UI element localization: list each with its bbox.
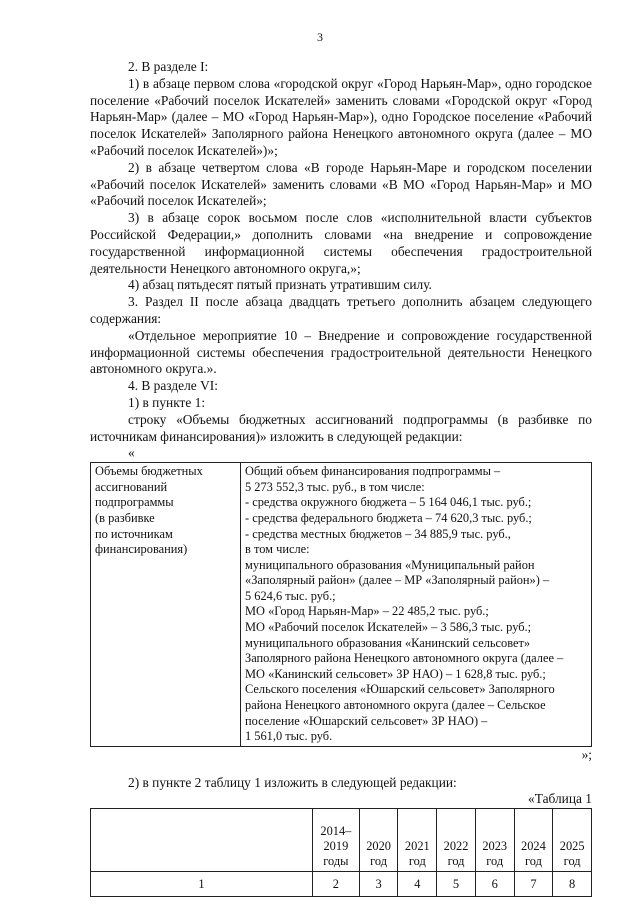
funding-value-line: поселение «Юшарский сельсовет» ЗР НАО) – [245, 713, 488, 728]
funding-value-line: в том числе: [245, 542, 310, 557]
table1-header-cell [398, 809, 437, 872]
paragraph-row-replacement: строку «Объемы бюджетных ассигнований подпрограммы (в разбивке по источникам финансирования)» изложить в следующей редакции: [90, 411, 592, 444]
table1-header-cell [359, 809, 398, 872]
table1-header-cell [553, 809, 592, 872]
funding-label-line: ассигнований [95, 479, 168, 494]
funding-value-line: Общий объем финансирования подпрограммы – [245, 464, 501, 479]
funding-value-line: муниципального образования «Муниципальный район [245, 557, 535, 572]
table1-number-row [91, 872, 592, 897]
funding-label-line: по источникам [95, 526, 173, 541]
paragraph-item-4: 4) абзац пятьдесят пятый признать утратившим силу. [128, 277, 432, 293]
funding-value-line: района Ненецкого автономного округа (далее – Сельское [245, 698, 546, 713]
table1-number-cell: 8 [553, 872, 592, 897]
table1-label: «Таблица 1 [528, 791, 592, 807]
table1-number-cell: 6 [475, 872, 514, 897]
funding-value-line: муниципального образования «Канинский сельсовет» [245, 635, 531, 650]
paragraph-item-2: 2) в абзаце четвертом слова «В городе Нарьян-Маре и городском поселении «Рабочий поселок Искателей» заменить словами «В МО «Город Нарьян-Мар» и МО «Рабочий поселок Искателей»; [90, 159, 592, 209]
header-year-2025: 2025 год [559, 839, 585, 869]
table1-number-cell: 4 [398, 872, 437, 897]
funding-value-line: 5 273 552,3 тыс. руб., в том числе: [245, 479, 425, 494]
page-number: 3 [317, 30, 323, 44]
table1-header-cell [475, 809, 514, 872]
table-1 [90, 808, 592, 897]
document-body [90, 59, 592, 897]
table1-header-row [91, 809, 592, 872]
funding-label-line: подпрограммы [95, 495, 174, 510]
table1-header-cell [91, 809, 313, 872]
paragraph-section-6: 4. В разделе VI: [128, 378, 218, 394]
funding-value-line: МО «Канинский сельсовет» ЗР НАО) – 1 628,8 тыс. руб.; [245, 666, 546, 681]
funding-value-line: - средства федерального бюджета – 74 620,3 тыс. руб.; [245, 510, 532, 525]
closing-quote: »; [581, 746, 592, 762]
funding-row [91, 463, 592, 747]
paragraph-measure-10: «Отдельное мероприятие 10 – Внедрение и сопровождение государственной информационной системы обеспечения градостроительной деятельности Ненецкого автономного округа.». [90, 327, 592, 377]
paragraph-point-1: 1) в пункте 1: [128, 394, 206, 410]
table1-number-cell: 5 [437, 872, 476, 897]
header-year-2021: 2021 год [404, 839, 430, 869]
table1-number-cell: 1 [91, 872, 313, 897]
funding-label-line: Объемы бюджетных [95, 464, 203, 479]
funding-label-line: финансирования) [95, 542, 188, 557]
funding-value-line: МО «Город Нарьян-Мар» – 22 485,2 тыс. руб.; [245, 604, 489, 619]
table1-header-cell [437, 809, 476, 872]
funding-label-cell [91, 463, 241, 747]
funding-value-line: 5 624,6 тыс. руб.; [245, 588, 336, 603]
header-year-2024: 2024 год [521, 839, 546, 869]
header-year-2023: 2023 год [482, 839, 508, 869]
table1-number-cell: 3 [359, 872, 398, 897]
funding-value-line: Заполярного района Ненецкого автономного округа (далее – [245, 651, 564, 666]
paragraph-section-2: 3. Раздел II после абзаца двадцать третьего дополнить абзацем следующего содержания: [90, 294, 592, 326]
funding-table [90, 462, 592, 747]
paragraph-point-2: 2) в пункте 2 таблицу 1 изложить в следующей редакции: [128, 774, 457, 790]
header-year-2022: 2022 год [443, 839, 469, 869]
funding-label-line: (в разбивке [95, 510, 155, 525]
funding-value-line: - средства местных бюджетов – 34 885,9 тыс. руб., [245, 526, 511, 541]
table1-header-cell [514, 809, 553, 872]
funding-value-line: «Заполярный район» (далее – МР «Заполярный район») – [245, 573, 550, 588]
funding-value-line: - средства окружного бюджета – 5 164 046,1 тыс. руб.; [245, 495, 532, 510]
header-year-2020: 2020 год [366, 839, 391, 869]
funding-value-cell [241, 463, 592, 747]
paragraph-item-3: 3) в абзаце сорок восьмом после слов «исполнительной власти субъектов Российской Федерации,» дополнить словами «на внедрение и сопровождение государственной информационной системы обеспечения градостроительной деятельности Ненецкого автономного округа,»; [90, 210, 592, 276]
opening-quote: « [128, 445, 135, 461]
table1-number-cell: 7 [514, 872, 553, 897]
table1-number-cell: 2 [313, 872, 360, 897]
funding-value-line: 1 561,0 тыс. руб. [245, 729, 333, 744]
paragraph-item-1: 1) в абзаце первом слова «городской округ «Город Нарьян-Мар», одно городское поселение «Рабочий поселок Искателей» заменить словами «Городской округ «Город Нарьян-Мар» (далее – МО «Город Нарьян-Мар»), одно Городское поселение «Рабочий поселок Искателей» Заполярного района Ненецкого автономного округа (далее – МО «Рабочий поселок Искателей»)»; [90, 75, 592, 158]
header-years-2014-2019: 2014– 2019 годы [320, 824, 352, 869]
funding-value-line: Сельского поселения «Юшарский сельсовет» Заполярного [245, 682, 555, 697]
table1-header-cell [313, 809, 360, 872]
paragraph-section-1: 2. В разделе I: [128, 59, 209, 74]
funding-value-line: МО «Рабочий поселок Искателей» – 3 586,3 тыс. руб.; [245, 620, 532, 635]
